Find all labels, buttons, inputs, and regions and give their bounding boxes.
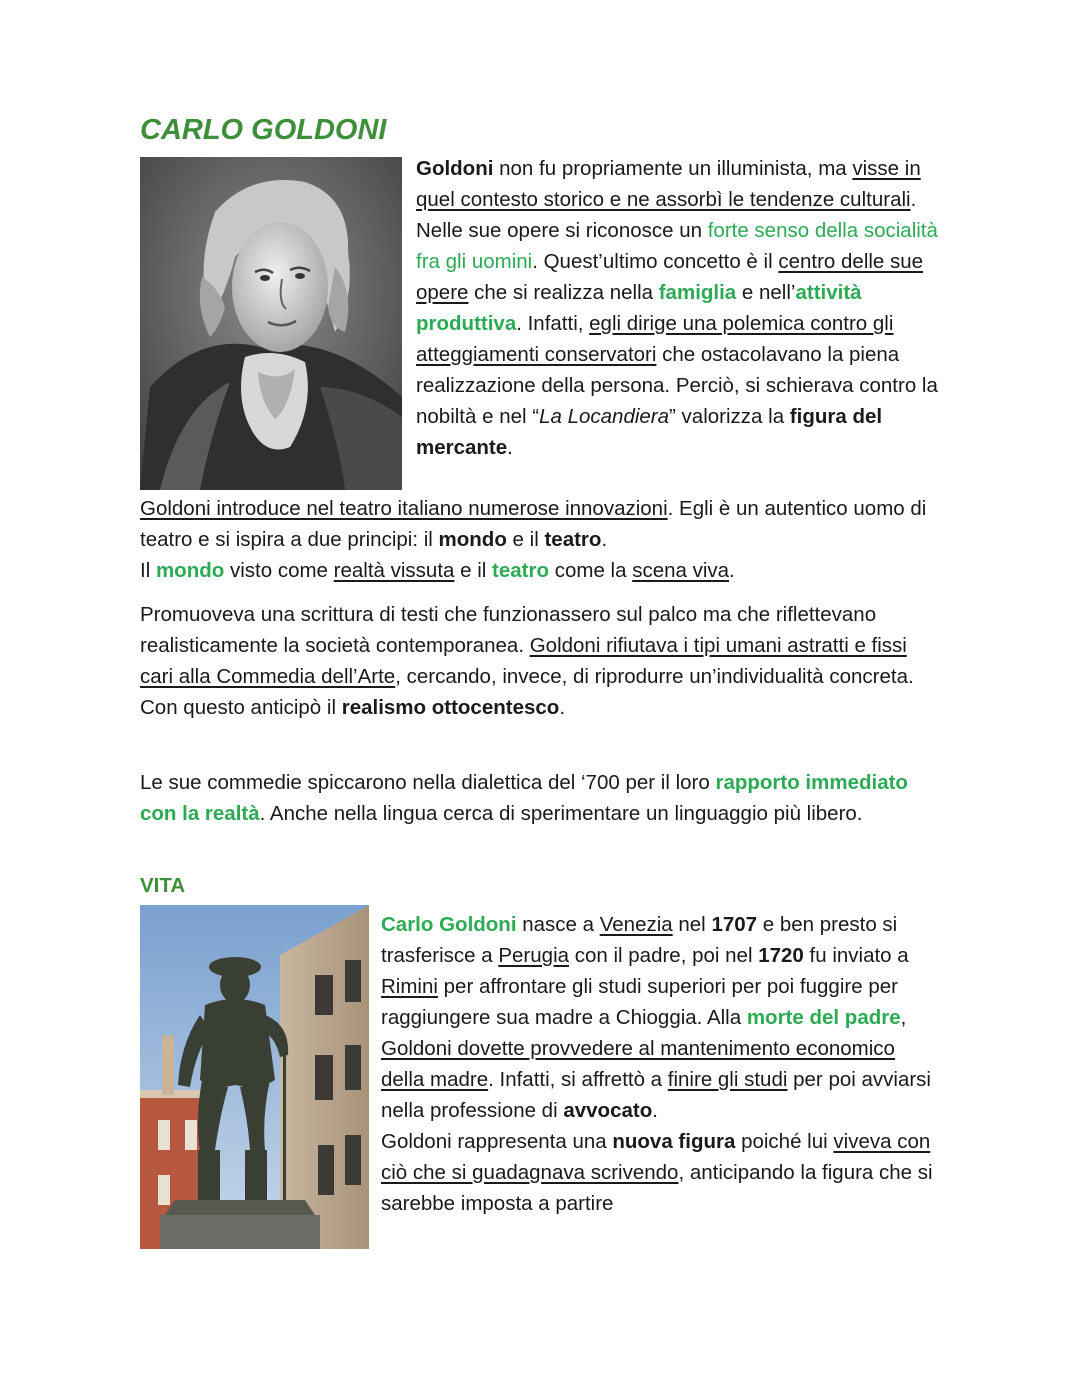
bio-span: Goldoni dovette provvedere al mantenimento economico della madre: [381, 1037, 895, 1091]
section-heading-vita: VITA: [140, 874, 186, 897]
intro-span: centro delle sue opere: [416, 250, 924, 304]
bio-span: per poi avviarsi nella professione di: [381, 1068, 931, 1122]
bio-span: ,: [900, 1006, 907, 1029]
bio-span: Venezia: [599, 913, 673, 936]
intro-span: forte senso della socialità fra gli uomini: [416, 219, 938, 273]
para1-span: come la: [549, 559, 633, 582]
intro-span: visse in quel contesto storico e ne assorbì le tendenze culturali: [416, 157, 921, 211]
bio-span: e ben presto si trasferisce a: [381, 913, 898, 967]
statue-image: [140, 905, 369, 1249]
intro-span: Goldoni: [416, 157, 494, 180]
page-title: CARLO GOLDONI: [140, 114, 387, 146]
intro-span: non fu propriamente un illuminista, ma: [493, 157, 853, 180]
bio-span: . Infatti, si affrettò a: [488, 1068, 668, 1091]
para3-span: . Anche nella lingua cerca di sperimentare un linguaggio più libero.: [259, 802, 863, 825]
bio-span: 1707: [711, 913, 758, 936]
bio-span: per affrontare gli studi superiori per poi fuggire per raggiungere sua madre a Chioggia. Alla: [381, 975, 898, 1029]
para1-span: scena viva: [632, 559, 730, 582]
intro-span: .: [507, 436, 513, 459]
bio-span: avvocato: [563, 1099, 653, 1122]
bio-span: .: [652, 1099, 658, 1122]
para1-span: e il: [506, 528, 545, 551]
bio-span: fu inviato a: [803, 944, 909, 967]
para1-span: mondo: [155, 559, 225, 582]
intro-span: figura del mercante: [416, 405, 883, 459]
intro-span: . Quest’ultimo concetto è il: [532, 250, 779, 273]
bio-span: Perugia: [498, 944, 570, 967]
bio-span: finire gli studi: [667, 1068, 788, 1091]
intro-span: ” valorizza la: [669, 405, 790, 428]
bio-span: poiché lui: [735, 1130, 834, 1153]
intro-span: che si realizza nella: [468, 281, 659, 304]
bio-span: 1720: [758, 944, 804, 967]
para1-span: Il: [140, 559, 156, 582]
intro-span: . Nelle sue opere si riconosce un: [416, 188, 917, 242]
writing-paragraph: [140, 599, 940, 723]
comedies-paragraph: [140, 767, 940, 829]
para2-span: .: [559, 696, 566, 719]
intro-span: e nell’: [736, 281, 796, 304]
intro-span: La Locandiera: [539, 405, 670, 428]
intro-span: che ostacolavano la piena realizzazione della persona. Perciò, si schierava contro la nobiltà e nel “: [416, 343, 938, 428]
intro-paragraph: [416, 153, 946, 463]
intro-span: attività produttiva: [416, 281, 862, 335]
bio-span: morte del padre: [746, 1006, 901, 1029]
portrait-image: [140, 157, 402, 490]
bio-span: nasce a: [516, 913, 600, 936]
para2-span: Promuoveva una scrittura di testi che funzionassero sul palco ma che riflettevano realisticamente la società contemporanea.: [140, 603, 877, 657]
bio-paragraph: [381, 909, 941, 1219]
para2-span: realismo ottocentesco: [341, 696, 560, 719]
bio-span: Goldoni rappresenta una: [381, 1130, 613, 1153]
para3-span: rapporto immediato con la realtà: [140, 771, 908, 825]
para2-span: , cercando, invece, di riprodurre un’individualità concreta. Con questo anticipò il: [140, 665, 914, 719]
para1-span: .: [729, 559, 735, 582]
bio-span: nel: [672, 913, 712, 936]
para2-span: Goldoni rifiutava i tipi umani astratti e fissi cari alla Commedia dell’Arte: [140, 634, 907, 688]
para1-span: teatro: [544, 528, 602, 551]
intro-span: . Infatti,: [516, 312, 590, 335]
para1-span: .: [601, 528, 608, 551]
bio-span: , anticipando la figura che si sarebbe imposta a partire: [381, 1161, 933, 1215]
para1-span: e il: [454, 559, 493, 582]
para1-span: mondo: [438, 528, 507, 551]
bio-span: viveva con ciò che si guadagnava scrivendo: [381, 1130, 931, 1184]
bio-span: nuova figura: [612, 1130, 736, 1153]
para3-span: Le sue commedie spiccarono nella dialettica del ‘700 per il loro: [140, 771, 716, 794]
para1-span: visto come: [224, 559, 334, 582]
bio-span: Carlo Goldoni: [381, 913, 517, 936]
para1-span: . Egli è un autentico uomo di teatro e si ispira a due principi: il: [140, 497, 927, 551]
intro-span: famiglia: [658, 281, 737, 304]
para1-span: realtà vissuta: [333, 559, 455, 582]
para1-span: teatro: [492, 559, 550, 582]
para1-span: Goldoni introduce nel teatro italiano numerose innovazioni: [140, 497, 668, 520]
bio-span: con il padre, poi nel: [569, 944, 759, 967]
innovations-paragraph: [140, 493, 940, 586]
bio-span: Rimini: [381, 975, 438, 998]
intro-span: egli dirige una polemica contro gli atteggiamenti conservatori: [416, 312, 894, 366]
